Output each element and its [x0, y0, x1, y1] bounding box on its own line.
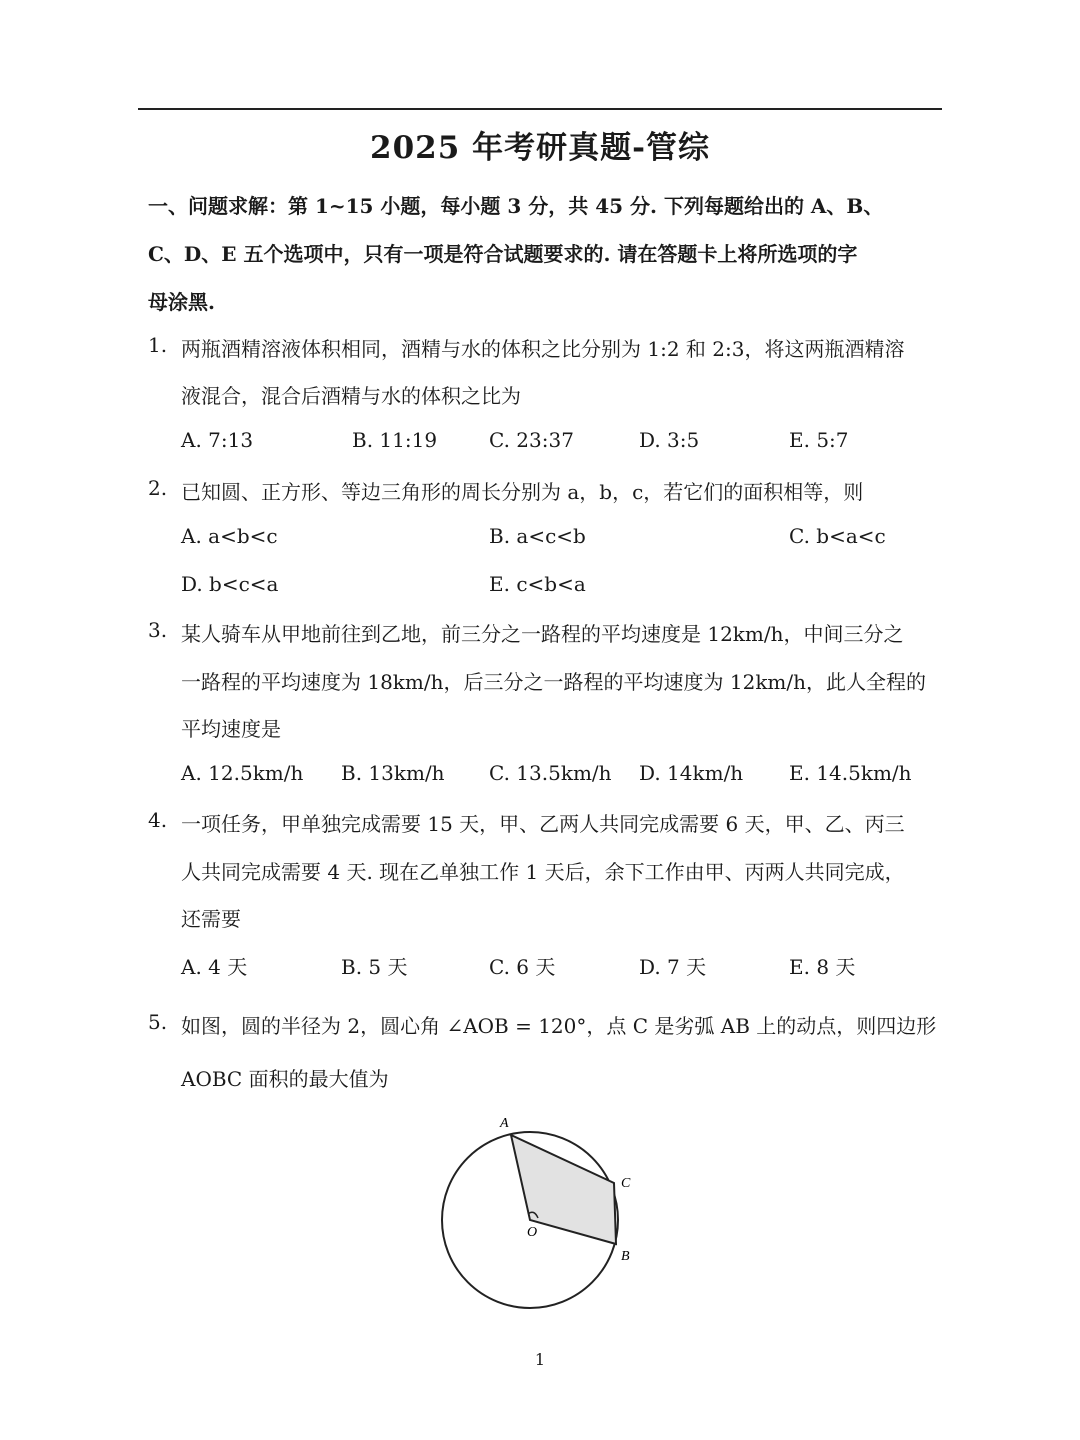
option-d: D. b<c<a	[181, 572, 279, 596]
circle-quadrilateral-figure	[420, 1105, 660, 1320]
question-number: 3.	[148, 618, 168, 642]
question-text-line: 还需要	[181, 907, 241, 931]
option-e: E. c<b<a	[489, 572, 586, 596]
option-d: D. 14km/h	[639, 761, 744, 785]
question-text-line: 已知圆、正方形、等边三角形的周长分别为 a，b，c，若它们的面积相等，则	[181, 480, 864, 504]
option-e: E. 8 天	[789, 955, 856, 979]
option-b: B. 5 天	[341, 955, 408, 979]
question-text-line: 平均速度是	[181, 717, 281, 741]
label-b: B	[621, 1249, 630, 1264]
question-text-line: 液混合，混合后酒精与水的体积之比为	[181, 384, 521, 408]
option-d: D. 7 天	[639, 955, 707, 979]
option-b: B. a<c<b	[489, 524, 586, 548]
question-text-line: 如图，圆的半径为 2，圆心角 ∠AOB = 120°，点 C 是劣弧 AB 上的动点，则四边形	[181, 1014, 937, 1038]
question-text-line: 一项任务，甲单独完成需要 15 天，甲、乙两人共同完成需要 6 天，甲、乙、丙三	[181, 812, 905, 836]
option-d: D. 3:5	[639, 428, 700, 452]
option-e: E. 5:7	[789, 428, 849, 452]
question-number: 2.	[148, 476, 168, 500]
option-c: C. b<a<c	[789, 524, 886, 548]
question-number: 5.	[148, 1010, 168, 1034]
question-number: 4.	[148, 808, 168, 832]
option-c: C. 23:37	[489, 428, 574, 452]
option-c: C. 6 天	[489, 955, 556, 979]
label-c: C	[621, 1176, 631, 1191]
page-title: 2025 年考研真题-管综	[370, 130, 710, 166]
option-e: E. 14.5km/h	[789, 761, 912, 785]
option-b: B. 11:19	[352, 428, 438, 452]
section-instructions-line-3: 母涂黑.	[148, 290, 215, 314]
option-b: B. 13km/h	[341, 761, 445, 785]
question-text-line: AOBC 面积的最大值为	[181, 1067, 389, 1091]
question-text-line: 一路程的平均速度为 18km/h，后三分之一路程的平均速度为 12km/h，此人全程的	[181, 670, 927, 694]
option-a: A. 7:13	[181, 428, 254, 452]
question-number: 1.	[148, 333, 168, 357]
option-a: A. a<b<c	[181, 524, 278, 548]
question-text-line: 某人骑车从甲地前往到乙地，前三分之一路程的平均速度是 12km/h，中间三分之	[181, 622, 904, 646]
option-a: A. 12.5km/h	[181, 761, 304, 785]
label-a: A	[500, 1116, 509, 1131]
option-c: C. 13.5km/h	[489, 761, 612, 785]
page-number: 1	[534, 1350, 546, 1369]
label-o: O	[527, 1225, 538, 1240]
top-rule	[138, 108, 942, 110]
question-text-line: 人共同完成需要 4 天. 现在乙单独工作 1 天后，余下工作由甲、丙两人共同完成，	[181, 860, 905, 884]
option-a: A. 4 天	[181, 955, 248, 979]
section-instructions-line-1: 一、问题求解：第 1~15 小题，每小题 3 分，共 45 分. 下列每题给出的 A、B、	[148, 194, 884, 218]
section-instructions-line-2: C、D、E 五个选项中，只有一项是符合试题要求的. 请在答题卡上将所选项的字	[148, 242, 858, 266]
question-text-line: 两瓶酒精溶液体积相同，酒精与水的体积之比分别为 1:2 和 2:3，将这两瓶酒精溶	[181, 337, 905, 361]
